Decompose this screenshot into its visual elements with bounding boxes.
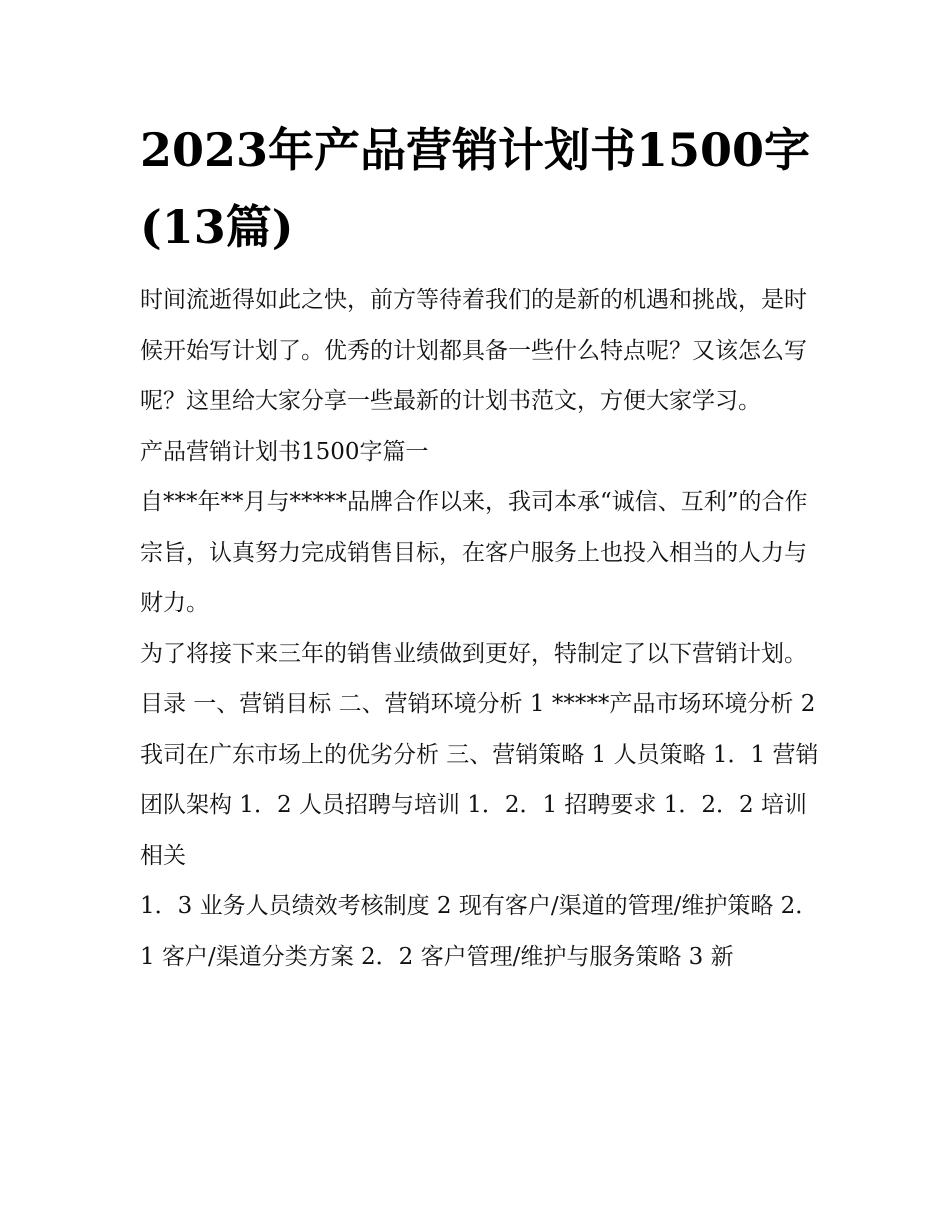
section-heading: 产品营销计划书1500字篇一 (140, 438, 429, 465)
body-paragraph: 为了将接下来三年的销售业绩做到更好，特制定了以下营销计划。 目录 一、营销目标 二、营销环境分析 1 *****产品市场环境分析 2 (140, 640, 816, 717)
document-body (140, 275, 820, 982)
document-title: 2023年产品营销计划书1500字(13篇) (140, 123, 811, 254)
intro-paragraph: 时间流逝得如此之快，前方等待着我们的是新的机遇和挑战，是时候开始写计划了。优秀的计划都具备一些什么特点呢？又该怎么写呢？这里给大家分享一些最新的计划书范文，方便大家学习。 (140, 287, 807, 414)
body-paragraph: 自***年**月与*****品牌合作以来，我司本承“诚信、互利”的合作宗旨，认真努力完成销售目标，在客户服务上也投入相当的人力与财力。 (140, 489, 808, 616)
body-paragraph: 我司在广东市场上的优劣分析 三、营销策略 1 人员策略 1．1 营销团队架构 1．2 人员招聘与培训 1．2．1 招聘要求 1．2．2 培训相关 (140, 741, 819, 869)
body-paragraph: 1．3 业务人员绩效考核制度 2 现有客户/渠道的管理/维护策略 2．1 客户/渠道分类方案 2．2 客户管理/维护与服务策略 3 新 (140, 893, 819, 970)
